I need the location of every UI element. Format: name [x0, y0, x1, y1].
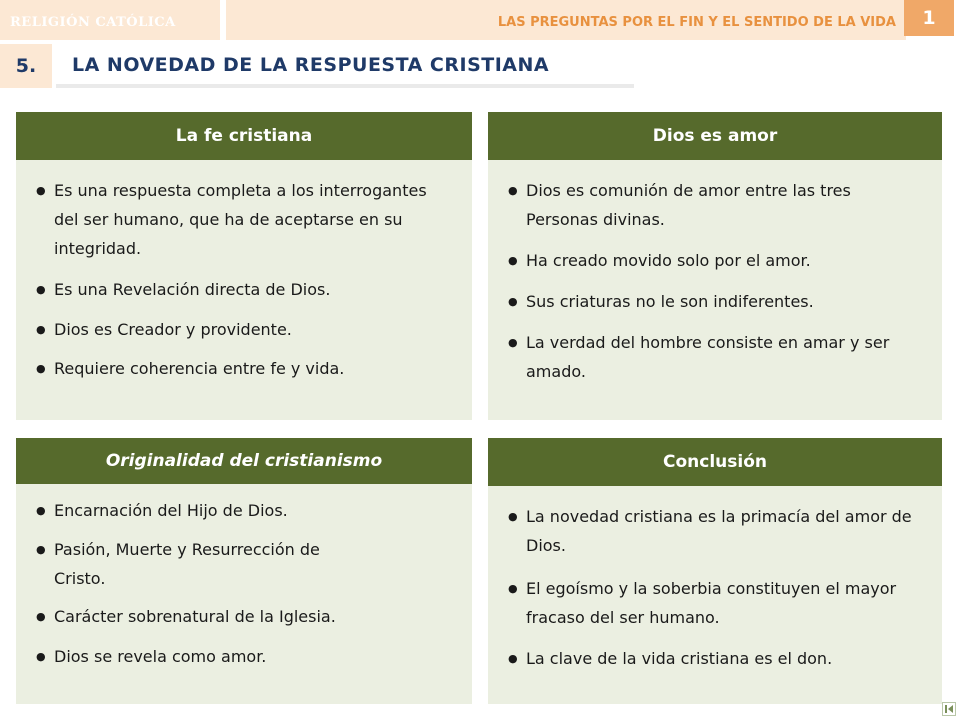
- item-list: [16, 484, 472, 671]
- section-title-bar: [56, 44, 634, 88]
- lesson-title: LAS PREGUNTAS POR EL FIN Y EL SENTIDO DE LA VIDA: [497, 15, 896, 30]
- section-title: LA NOVEDAD DE LA RESPUESTA CRISTIANA: [72, 54, 550, 76]
- panel-header: Originalidad del cristianismo: [16, 438, 472, 484]
- panel-header: La fe cristiana: [16, 112, 472, 160]
- first-page-icon[interactable]: [942, 702, 956, 716]
- list-item: ● Dios es Creador y providente.: [36, 315, 454, 344]
- list-item: ● Encarnación del Hijo de Dios.: [36, 496, 362, 525]
- section-number: 5.: [0, 44, 52, 88]
- list-item: ● La clave de la vida cristiana es el don.: [508, 644, 924, 673]
- lesson-bar: [226, 0, 906, 40]
- list-item: ● Pasión, Muerte y Resurrección de Cristo.: [36, 535, 362, 593]
- list-item: ● La verdad del hombre consiste en amar y ser amado.: [508, 328, 924, 386]
- panel-dios-es-amor: [488, 112, 942, 420]
- list-item: ● Carácter sobrenatural de la Iglesia.: [36, 602, 362, 631]
- panel-fe-cristiana: [16, 112, 472, 420]
- list-item: ● La novedad cristiana es la primacía del amor de Dios.: [508, 502, 924, 560]
- list-item: ● Dios es comunión de amor entre las tres Personas divinas.: [508, 176, 924, 234]
- list-item: ● Ha creado movido solo por el amor.: [508, 246, 924, 275]
- list-item: ● Requiere coherencia entre fe y vida.: [36, 354, 454, 383]
- item-list: [488, 160, 942, 386]
- list-item: ● El egoísmo y la soberbia constituyen el mayor fracaso del ser humano.: [508, 574, 924, 632]
- list-item: ● Es una respuesta completa a los interrogantes del ser humano, que ha de aceptarse en su integridad.: [36, 176, 454, 263]
- list-item: ● Dios se revela como amor.: [36, 642, 362, 671]
- panel-header: Dios es amor: [488, 112, 942, 160]
- panel-header: Conclusión: [488, 438, 942, 486]
- item-list: [488, 486, 942, 673]
- subject-bar: [0, 0, 220, 40]
- panel-originalidad: [16, 438, 472, 704]
- panel-conclusion: [488, 438, 942, 704]
- page-number: 1: [904, 0, 954, 36]
- item-list: [16, 160, 472, 383]
- list-item: ● Sus criaturas no le son indiferentes.: [508, 287, 924, 316]
- subject-label: RELIGIÓN CATÓLICA: [10, 15, 176, 30]
- list-item: ● Es una Revelación directa de Dios.: [36, 275, 454, 304]
